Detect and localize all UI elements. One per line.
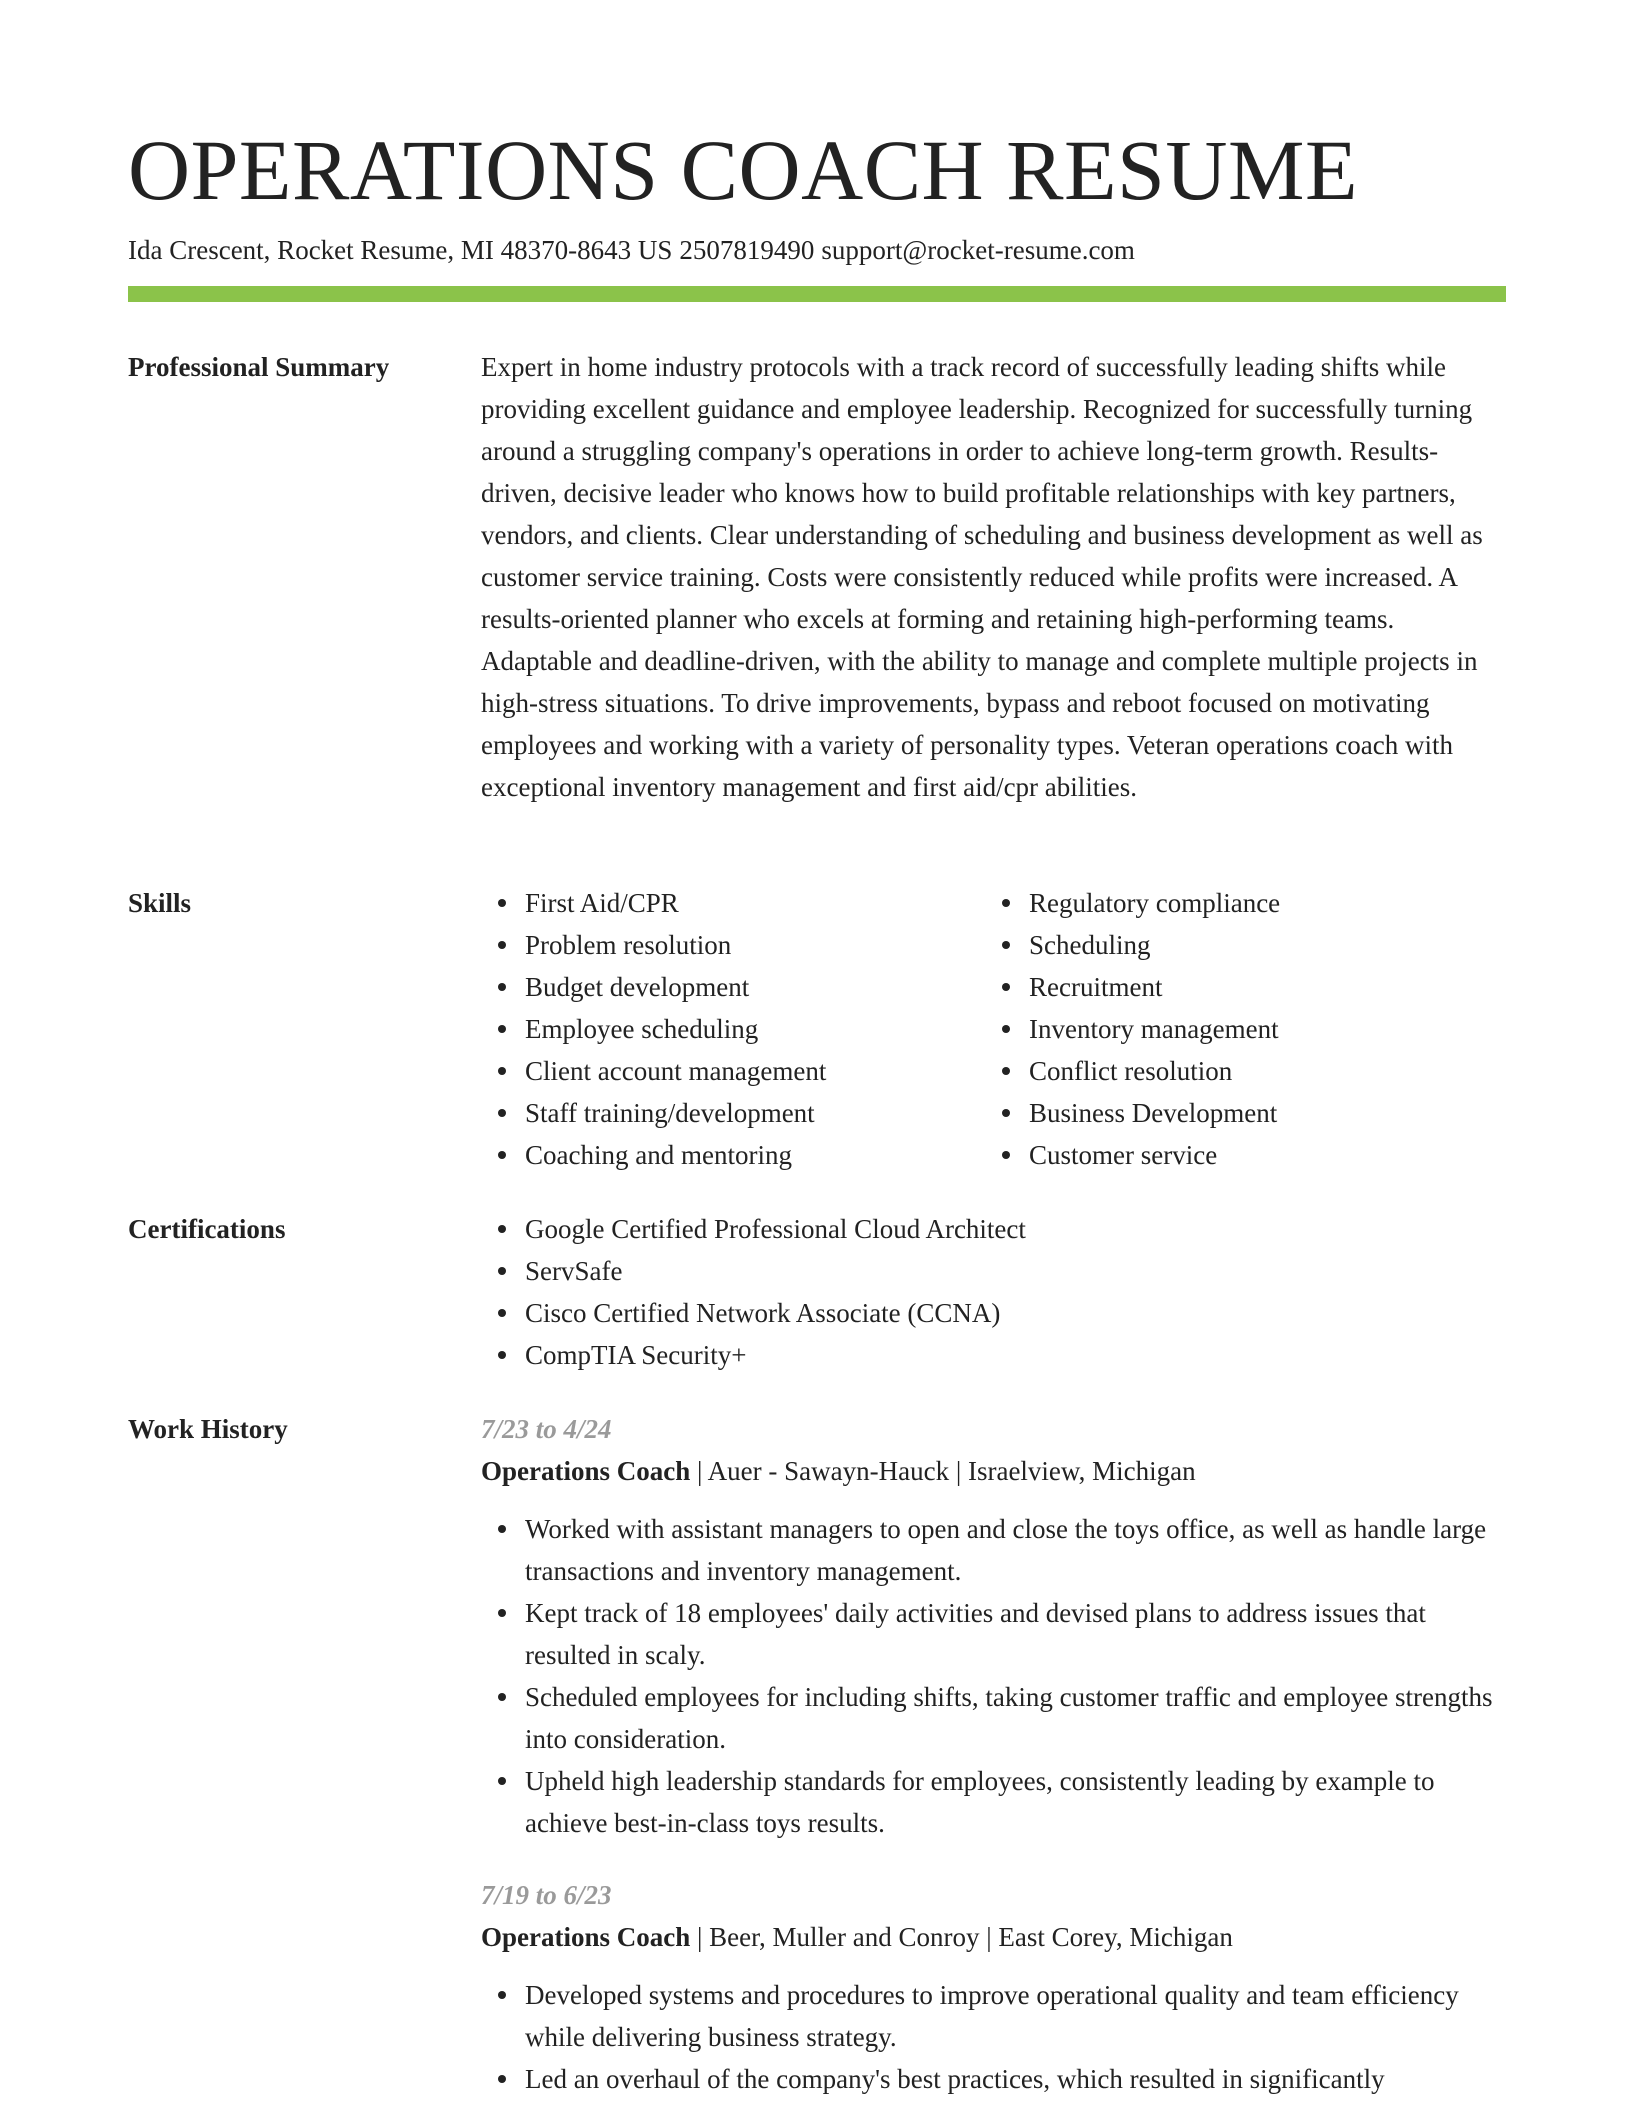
job-dates: 7/23 to 4/24 [481,1414,612,1444]
job-heading [481,1450,1506,1492]
work-history-heading: Work History [128,1414,288,1444]
contact-email[interactable]: support@rocket-resume.com [821,235,1135,265]
contact-line [128,232,1142,268]
job-entry [481,1874,1506,2100]
bullet-dot [498,941,506,949]
contact-address: Ida Crescent, Rocket Resume, MI 48370-8643 US [128,235,673,265]
bullet-dot [1002,983,1010,991]
job-title: Operations Coach [481,1456,691,1486]
skill-item: Employee scheduling [481,1008,986,1050]
skills-list-right [985,882,1490,1176]
job-bullet: Upheld high leadership standards for employees, consistently leading by example to achieve best-in-class toys results. [481,1760,1506,1844]
bullet-dot [1002,899,1010,907]
job-bullet: Kept track of 18 employees' daily activities and devised plans to address issues that resulted in scaly. [481,1592,1506,1676]
job-employer-location: | Auer - Sawayn-Hauck | Israelview, Michigan [690,1456,1196,1486]
job-bullet: Led an overhaul of the company's best practices, which resulted in significantly [481,2058,1506,2100]
bullet-dot [1002,1067,1010,1075]
certification-item: CompTIA Security+ [481,1334,1506,1376]
job-bullets [481,1508,1506,1844]
job-bullet: Developed systems and procedures to improve operational quality and team efficiency while delivering business strategy. [481,1974,1506,2058]
skill-item: Problem resolution [481,924,986,966]
skill-item: Business Development [985,1092,1490,1134]
bullet-dot [498,1225,506,1233]
job-bullet: Worked with assistant managers to open and close the toys office, as well as handle large transactions and inventory management. [481,1508,1506,1592]
skill-item: Client account management [481,1050,986,1092]
job-employer-location: | Beer, Muller and Conroy | East Corey, Michigan [690,1922,1233,1952]
job-title: Operations Coach [481,1922,691,1952]
header-divider [128,286,1506,302]
skill-item: Coaching and mentoring [481,1134,986,1176]
skill-item: Regulatory compliance [985,882,1490,924]
bullet-dot [498,1109,506,1117]
bullet-dot [498,1777,506,1785]
skill-item: Staff training/development [481,1092,986,1134]
bullet-dot [498,2075,506,2083]
bullet-dot [498,1267,506,1275]
certifications-body [481,1208,1506,1376]
skill-item: Customer service [985,1134,1490,1176]
bullet-dot [498,1151,506,1159]
job-heading [481,1916,1506,1958]
bullet-dot [498,1525,506,1533]
certification-item: Cisco Certified Network Associate (CCNA) [481,1292,1506,1334]
certification-item: ServSafe [481,1250,1506,1292]
bullet-dot [498,1991,506,1999]
skill-item: Budget development [481,966,986,1008]
skills-heading: Skills [128,888,192,918]
bullet-dot [1002,941,1010,949]
summary-body [481,346,1506,808]
work-history-body [481,1408,1506,2100]
certification-item: Google Certified Professional Cloud Architect [481,1208,1506,1250]
resume-title: OPERATIONS COACH RESUME [128,122,1358,218]
skills-list-left [481,882,986,1176]
bullet-dot [498,983,506,991]
bullet-dot [1002,1025,1010,1033]
bullet-dot [498,1693,506,1701]
bullet-dot [1002,1151,1010,1159]
job-dates: 7/19 to 6/23 [481,1880,612,1910]
bullet-dot [498,1609,506,1617]
skill-item: Inventory management [985,1008,1490,1050]
certifications-list [481,1208,1506,1376]
contact-phone: 2507819490 [679,235,815,265]
job-bullet: Scheduled employees for including shifts, taking customer traffic and employee strengths into consideration. [481,1676,1506,1760]
bullet-dot [498,1067,506,1075]
bullet-dot [498,1309,506,1317]
skill-item: Recruitment [985,966,1490,1008]
job-bullets [481,1974,1506,2100]
skill-item: First Aid/CPR [481,882,986,924]
summary-text: Expert in home industry protocols with a track record of successfully leading shifts while providing excellent guidance and employee leadership. Recognized for successfully turning around a struggling company's operations in order to achieve long-term growth. Results-driven, decisive leader who knows how to build profitable relationships with key partners, vendors, and clients. Clear understanding of scheduling and business development as well as customer service training. Costs were consistently reduced while profits were increased. A results-oriented planner who excels at forming and retaining high-performing teams. Adaptable and deadline-driven, with the ability to manage and complete multiple projects in high-stress situations. To drive improvements, bypass and reboot focused on motivating employees and working with a variety of personality types. Veteran operations coach with exceptional inventory management and first aid/cpr abilities. [481,352,1483,802]
bullet-dot [498,899,506,907]
bullet-dot [498,1351,506,1359]
bullet-dot [498,1025,506,1033]
certifications-heading: Certifications [128,1214,286,1244]
job-entry [481,1408,1506,1844]
skill-item: Scheduling [985,924,1490,966]
skill-item: Conflict resolution [985,1050,1490,1092]
bullet-dot [1002,1109,1010,1117]
summary-heading: Professional Summary [128,352,390,382]
